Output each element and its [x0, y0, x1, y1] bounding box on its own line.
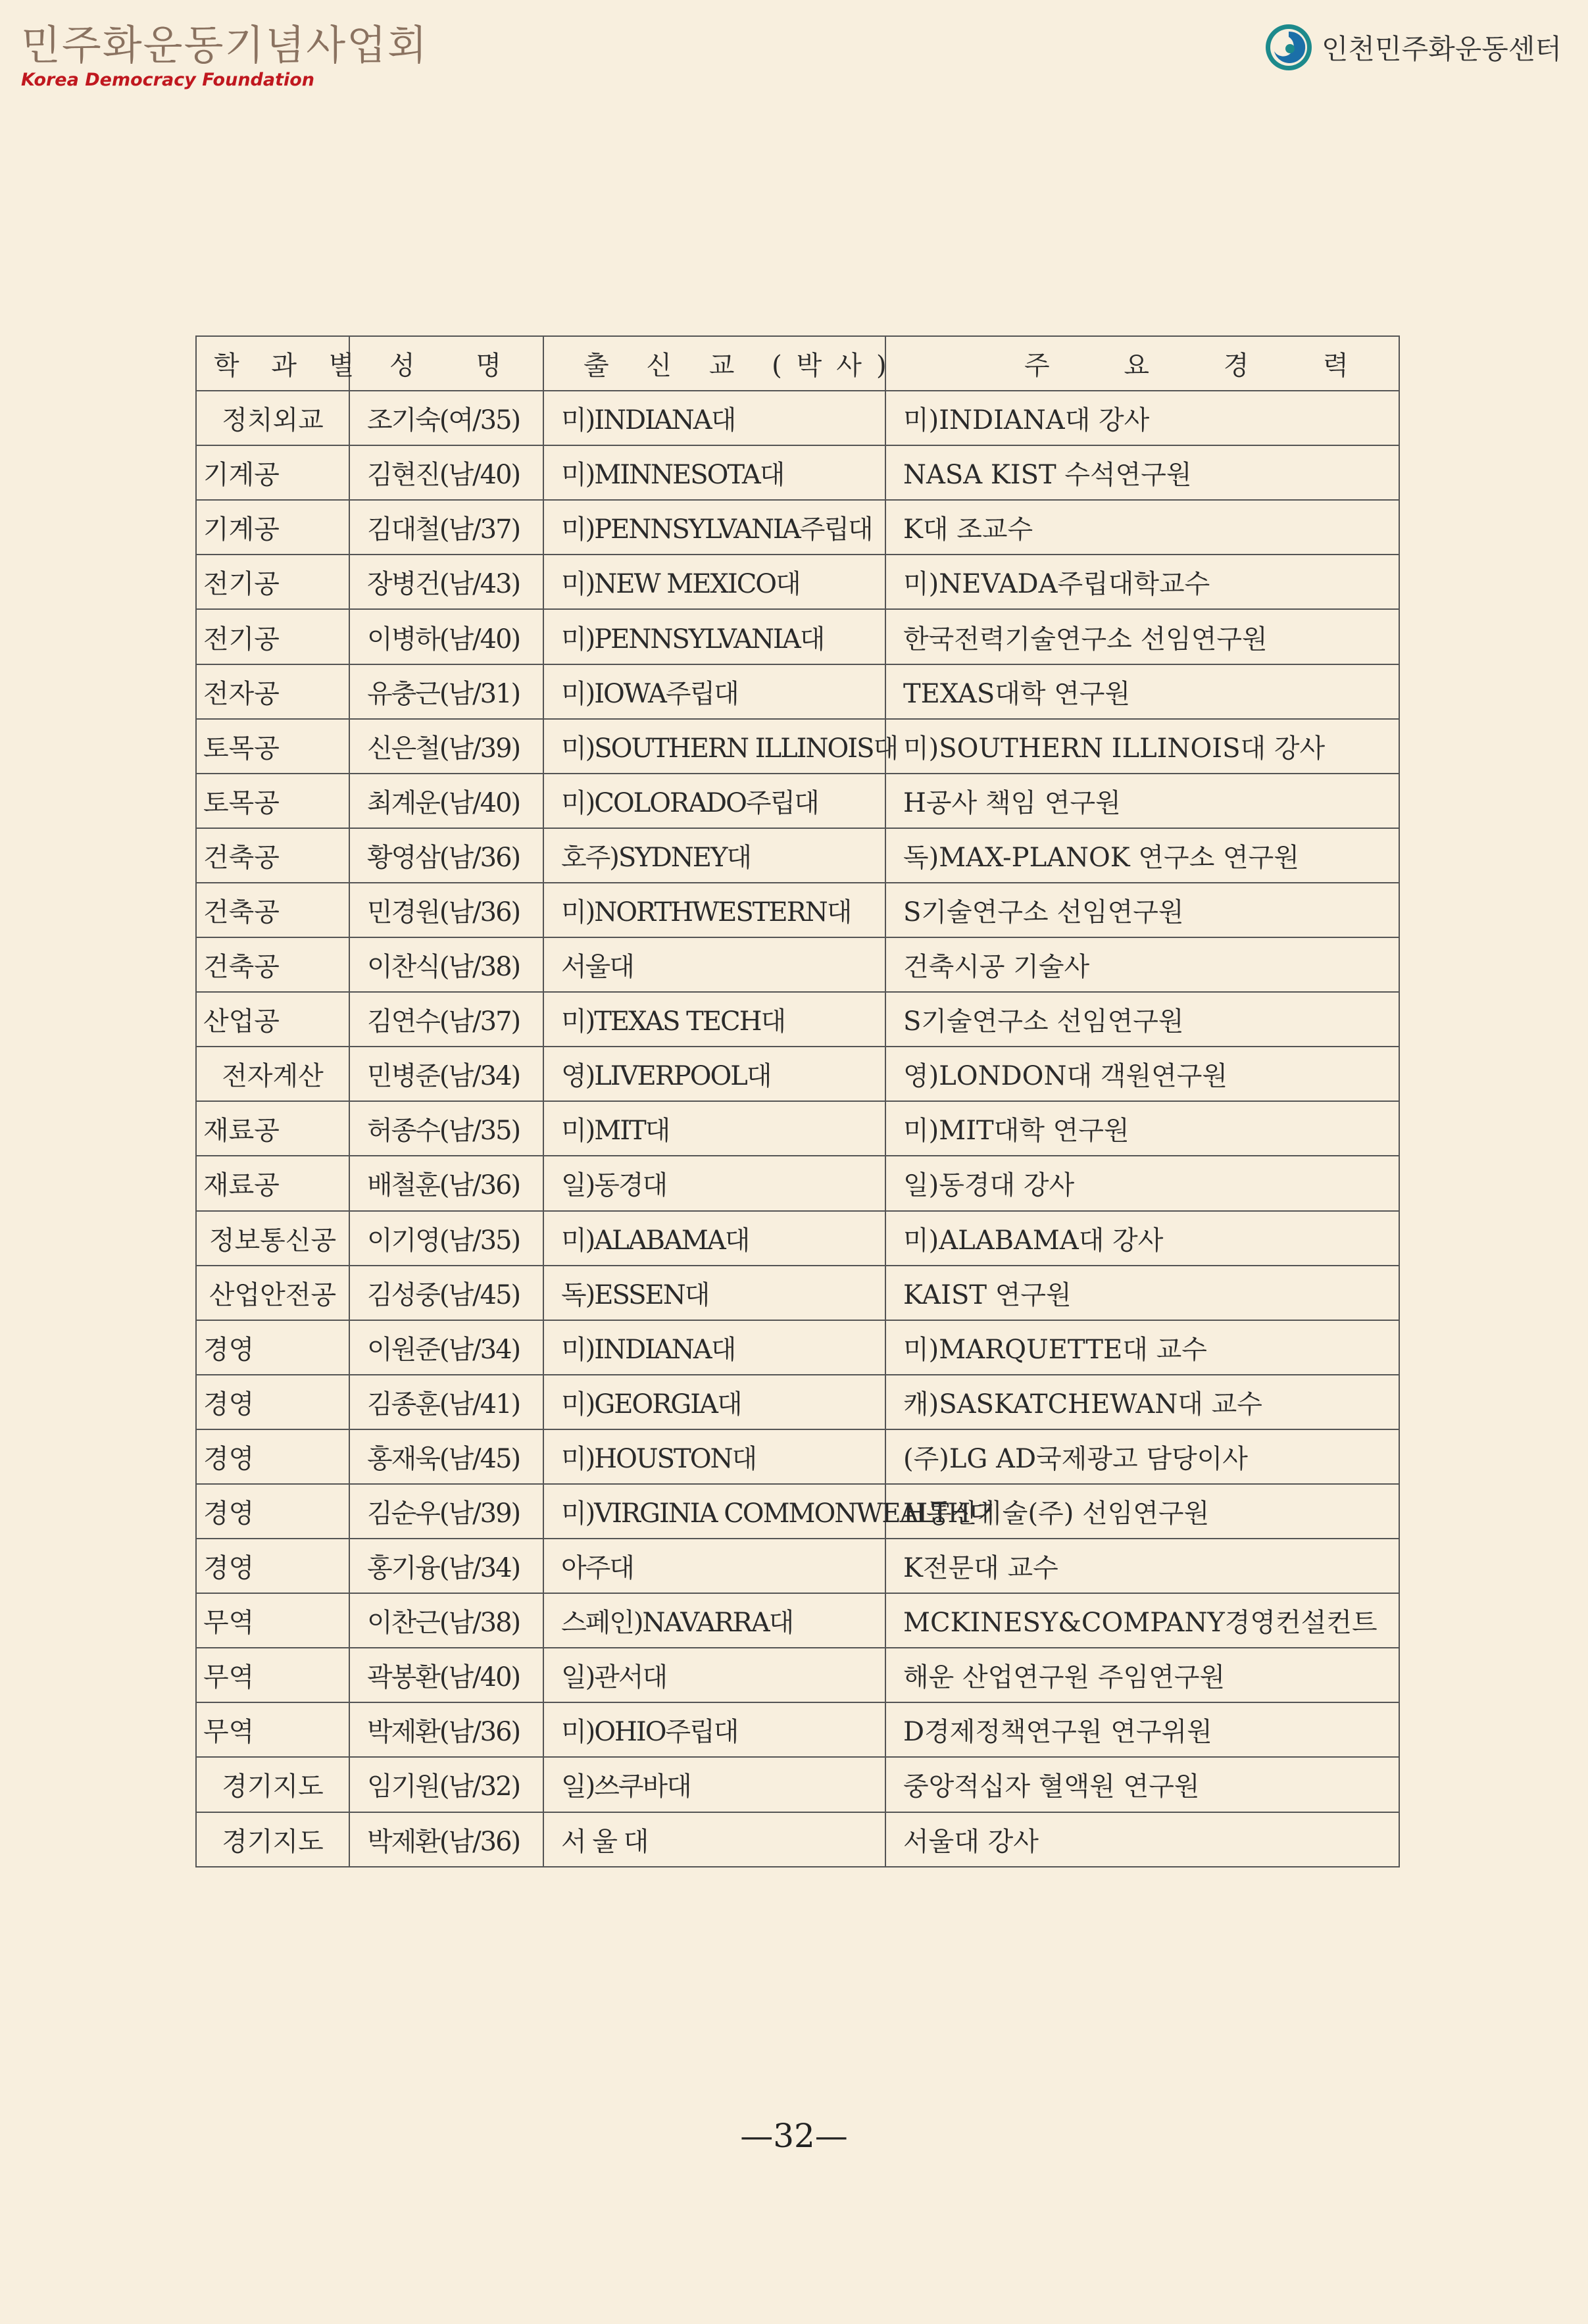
career-cell: S기술연구소 선임연구원: [885, 992, 1399, 1047]
name-cell: 이찬근(남/38): [349, 1593, 543, 1648]
department-cell: 경영: [196, 1375, 349, 1429]
table-row: [196, 609, 1399, 664]
school-cell: 미)HOUSTON대: [543, 1429, 885, 1484]
name-cell: 김성중(남/45): [349, 1266, 543, 1320]
department-cell: 경영: [196, 1484, 349, 1539]
department-cell: 경기지도: [196, 1812, 349, 1867]
center-name: 인천민주화운동센터: [1321, 33, 1562, 65]
table-row: [196, 1593, 1399, 1648]
name-cell: 이병하(남/40): [349, 609, 543, 664]
name-cell: 김순우(남/39): [349, 1484, 543, 1539]
department-cell: 전자공: [196, 664, 349, 719]
school-cell: 미)MIT대: [543, 1101, 885, 1156]
department-cell: 재료공: [196, 1101, 349, 1156]
department-cell: 기계공: [196, 500, 349, 555]
school-cell: 미)NEW MEXICO대: [543, 555, 885, 609]
kdf-logo: [21, 21, 428, 90]
school-cell: 서 울 대: [543, 1812, 885, 1867]
career-cell: 미)MARQUETTE대 교수: [885, 1320, 1399, 1375]
school-cell: 미)ALABAMA대: [543, 1211, 885, 1266]
career-cell: 영)LONDON대 객원연구원: [885, 1047, 1399, 1101]
department-cell: 무역: [196, 1702, 349, 1757]
table-row: [196, 1702, 1399, 1757]
career-cell: 캐)SASKATCHEWAN대 교수: [885, 1375, 1399, 1429]
header-school: 출 신 교 (박사): [543, 336, 885, 391]
department-cell: 경기지도: [196, 1757, 349, 1812]
school-cell: 일)관서대: [543, 1648, 885, 1702]
school-cell: 미)VIRGINIA COMMONWEALTH대: [543, 1484, 885, 1539]
name-cell: 김종훈(남/41): [349, 1375, 543, 1429]
department-cell: 정보통신공: [196, 1211, 349, 1266]
career-cell: K대 조교수: [885, 500, 1399, 555]
name-cell: 신은철(남/39): [349, 719, 543, 774]
department-cell: 토목공: [196, 719, 349, 774]
career-cell: 독)MAX-PLANOK 연구소 연구원: [885, 828, 1399, 883]
department-cell: 전기공: [196, 555, 349, 609]
name-cell: 유충근(남/31): [349, 664, 543, 719]
kdf-english-name: Korea Democracy Foundation: [21, 70, 315, 90]
name-cell: 김연수(남/37): [349, 992, 543, 1047]
school-cell: 미)PENNSYLVANIA주립대: [543, 500, 885, 555]
table-row: [196, 1648, 1399, 1702]
department-cell: 무역: [196, 1593, 349, 1648]
table-row: [196, 937, 1399, 992]
name-cell: 허종수(남/35): [349, 1101, 543, 1156]
name-cell: 조기숙(여/35): [349, 391, 543, 445]
school-cell: 미)INDIANA대: [543, 1320, 885, 1375]
department-cell: 건축공: [196, 828, 349, 883]
career-cell: KAIST 연구원: [885, 1266, 1399, 1320]
school-cell: 아주대: [543, 1539, 885, 1593]
career-cell: 미)SOUTHERN ILLINOIS대 강사: [885, 719, 1399, 774]
table-row: [196, 1375, 1399, 1429]
school-cell: 미)GEORGIA대: [543, 1375, 885, 1429]
name-cell: 이기영(남/35): [349, 1211, 543, 1266]
department-cell: 전기공: [196, 609, 349, 664]
career-cell: NASA KIST 수석연구원: [885, 445, 1399, 500]
table-header-row: [196, 336, 1399, 391]
career-cell: H통신기술(주) 선임연구원: [885, 1484, 1399, 1539]
page-number: —32—: [740, 2117, 848, 2155]
table-row: [196, 555, 1399, 609]
career-cell: 미)MIT대학 연구원: [885, 1101, 1399, 1156]
table-row: [196, 1047, 1399, 1101]
school-cell: 서울대: [543, 937, 885, 992]
career-cell: 일)동경대 강사: [885, 1156, 1399, 1210]
career-cell: D경제정책연구원 연구위원: [885, 1702, 1399, 1757]
table-row: [196, 1156, 1399, 1210]
table-row: [196, 1211, 1399, 1266]
department-cell: 정치외교: [196, 391, 349, 445]
name-cell: 김대철(남/37): [349, 500, 543, 555]
kdf-korean-name: 민주화운동기념사업회: [21, 21, 428, 69]
school-cell: 미)SOUTHERN ILLINOIS대: [543, 719, 885, 774]
table-row: [196, 719, 1399, 774]
department-cell: 경영: [196, 1429, 349, 1484]
career-cell: TEXAS대학 연구원: [885, 664, 1399, 719]
table-row: [196, 1484, 1399, 1539]
career-cell: 미)ALABAMA대 강사: [885, 1211, 1399, 1266]
school-cell: 미)PENNSYLVANIA대: [543, 609, 885, 664]
school-cell: 미)COLORADO주립대: [543, 774, 885, 828]
department-cell: 기계공: [196, 445, 349, 500]
name-cell: 장병건(남/43): [349, 555, 543, 609]
table-row: [196, 992, 1399, 1047]
school-cell: 미)INDIANA대: [543, 391, 885, 445]
school-cell: 호주)SYDNEY대: [543, 828, 885, 883]
department-cell: 경영: [196, 1320, 349, 1375]
career-cell: 미)NEVADA주립대학교수: [885, 555, 1399, 609]
department-cell: 재료공: [196, 1156, 349, 1210]
name-cell: 황영삼(남/36): [349, 828, 543, 883]
career-cell: S기술연구소 선임연구원: [885, 883, 1399, 937]
name-cell: 이원준(남/34): [349, 1320, 543, 1375]
name-cell: 곽봉환(남/40): [349, 1648, 543, 1702]
header-name: 성 명: [349, 336, 543, 391]
career-cell: 해운 산업연구원 주임연구원: [885, 1648, 1399, 1702]
table-row: [196, 445, 1399, 500]
department-cell: 건축공: [196, 937, 349, 992]
name-cell: 임기원(남/32): [349, 1757, 543, 1812]
career-cell: 한국전력기술연구소 선임연구원: [885, 609, 1399, 664]
career-cell: 건축시공 기술사: [885, 937, 1399, 992]
career-cell: 중앙적십자 혈액원 연구원: [885, 1757, 1399, 1812]
school-cell: 미)NORTHWESTERN대: [543, 883, 885, 937]
name-cell: 이찬식(남/38): [349, 937, 543, 992]
table-row: [196, 1320, 1399, 1375]
name-cell: 홍기융(남/34): [349, 1539, 543, 1593]
name-cell: 민병준(남/34): [349, 1047, 543, 1101]
department-cell: 산업공: [196, 992, 349, 1047]
table-row: [196, 828, 1399, 883]
career-cell: H공사 책임 연구원: [885, 774, 1399, 828]
table-row: [196, 500, 1399, 555]
table-row: [196, 664, 1399, 719]
school-cell: 미)IOWA주립대: [543, 664, 885, 719]
table-row: [196, 1429, 1399, 1484]
table-row: [196, 391, 1399, 445]
department-cell: 경영: [196, 1539, 349, 1593]
name-cell: 배철훈(남/36): [349, 1156, 543, 1210]
career-cell: 서울대 강사: [885, 1812, 1399, 1867]
school-cell: 미)MINNESOTA대: [543, 445, 885, 500]
department-cell: 무역: [196, 1648, 349, 1702]
school-cell: 독)ESSEN대: [543, 1266, 885, 1320]
career-cell: MCKINESY&COMPANY경영컨설컨트: [885, 1593, 1399, 1648]
name-cell: 박제환(남/36): [349, 1812, 543, 1867]
header-career: 주 요 경 력: [885, 336, 1399, 391]
department-cell: 건축공: [196, 883, 349, 937]
school-cell: 일)쓰쿠바대: [543, 1757, 885, 1812]
name-cell: 김현진(남/40): [349, 445, 543, 500]
school-cell: 미)TEXAS TECH대: [543, 992, 885, 1047]
doctorate-roster-table: [195, 335, 1400, 1867]
school-cell: 영)LIVERPOOL대: [543, 1047, 885, 1101]
department-cell: 전자계산: [196, 1047, 349, 1101]
name-cell: 민경원(남/36): [349, 883, 543, 937]
name-cell: 박제환(남/36): [349, 1702, 543, 1757]
table-row: [196, 1266, 1399, 1320]
circular-swirl-logo-icon: [1264, 22, 1314, 72]
career-cell: (주)LG AD국제광고 담당이사: [885, 1429, 1399, 1484]
table-row: [196, 1101, 1399, 1156]
school-cell: 미)OHIO주립대: [543, 1702, 885, 1757]
career-cell: K전문대 교수: [885, 1539, 1399, 1593]
table-row: [196, 1812, 1399, 1867]
incheon-center-logo: [1264, 22, 1562, 72]
table-row: [196, 774, 1399, 828]
department-cell: 산업안전공: [196, 1266, 349, 1320]
school-cell: 일)동경대: [543, 1156, 885, 1210]
table-row: [196, 1539, 1399, 1593]
table-row: [196, 883, 1399, 937]
name-cell: 홍재욱(남/45): [349, 1429, 543, 1484]
school-cell: 스페인)NAVARRA대: [543, 1593, 885, 1648]
department-cell: 토목공: [196, 774, 349, 828]
header-department: 학 과 별: [196, 336, 349, 391]
career-cell: 미)INDIANA대 강사: [885, 391, 1399, 445]
table-row: [196, 1757, 1399, 1812]
name-cell: 최계운(남/40): [349, 774, 543, 828]
